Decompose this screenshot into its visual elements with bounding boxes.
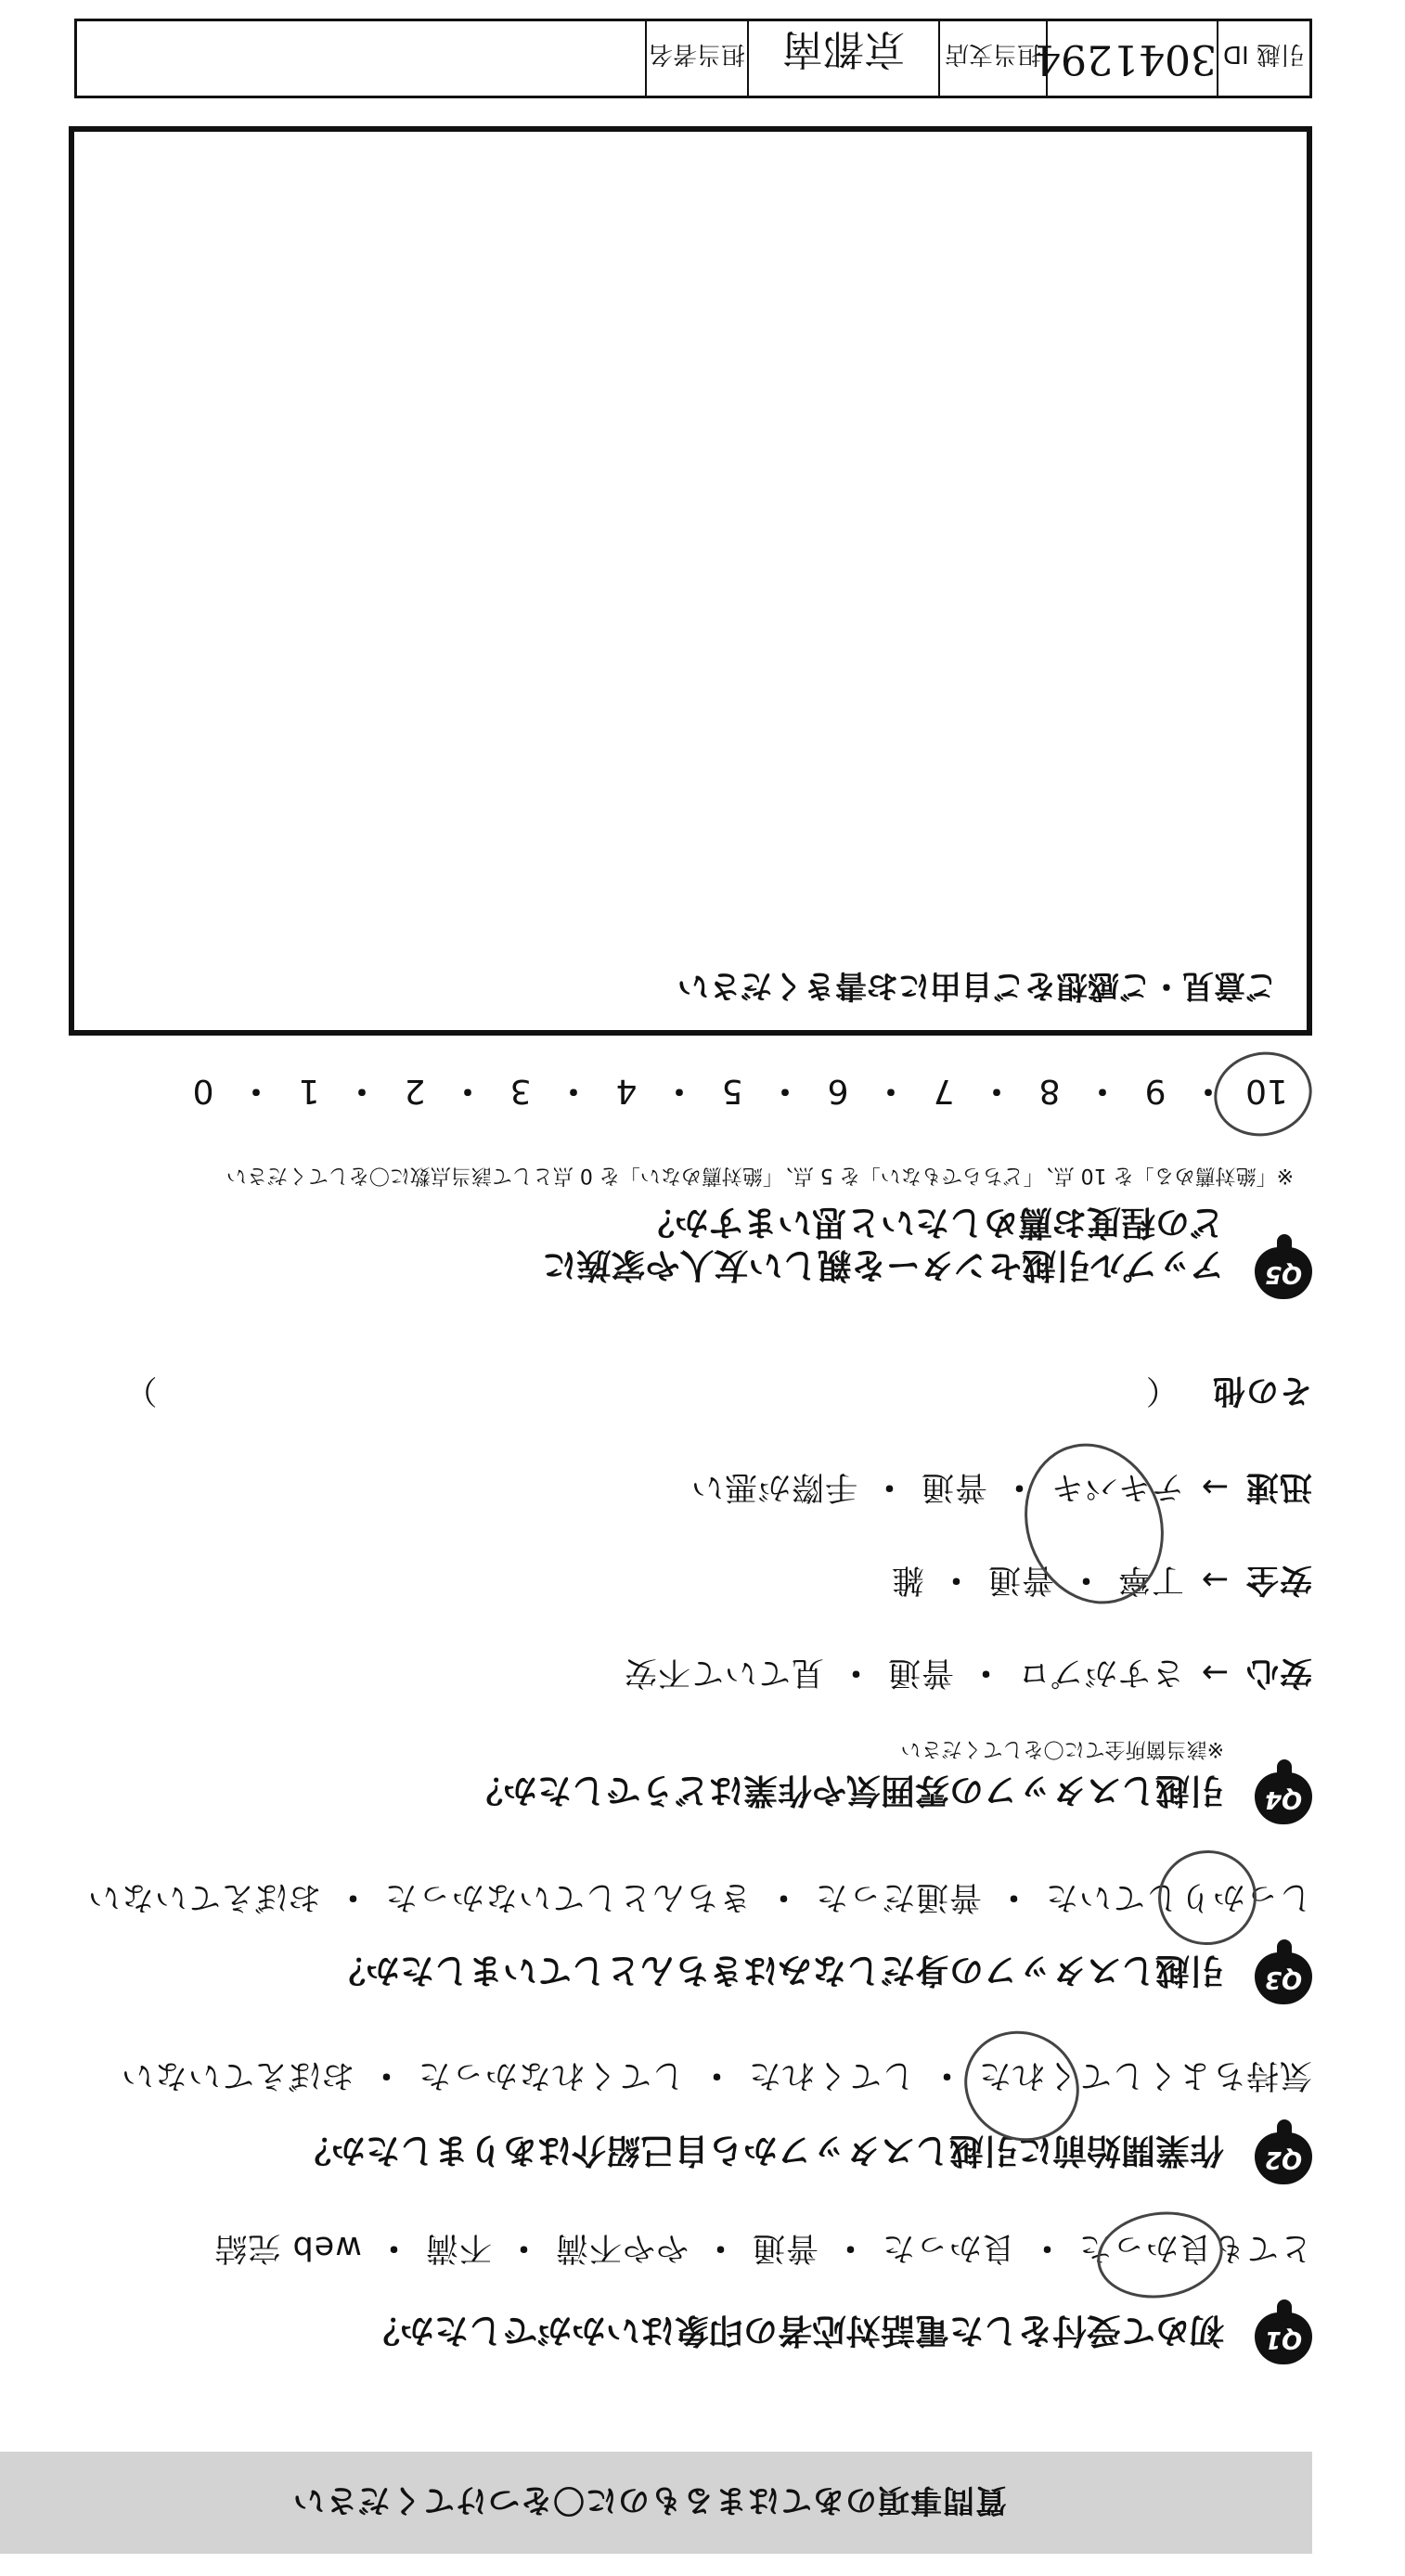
score-10[interactable]: 10	[1245, 1072, 1288, 1110]
score-1[interactable]: 1	[298, 1072, 320, 1110]
q4-option[interactable]: 普通	[920, 1468, 987, 1505]
q1-badge: Q1	[1255, 2312, 1312, 2364]
score-4[interactable]: 4	[615, 1072, 638, 1110]
q4-row-anshin: 安心→さすがプロ・普通・見ていて不安	[623, 1654, 1312, 1691]
q5-selection-circle	[1206, 1043, 1320, 1145]
q2-option[interactable]: 気持ちよくしてくれた	[977, 2056, 1312, 2093]
q1-options: とても良かった・良かった・普通・やや不満・不満・web 完結	[213, 2229, 1312, 2266]
score-2[interactable]: 2	[404, 1072, 426, 1110]
q5-text-line1: アップル引越センターを親しい友人や家族に	[542, 1245, 1224, 1285]
score-7[interactable]: 7	[933, 1072, 955, 1110]
score-6[interactable]: 6	[827, 1072, 849, 1110]
q4-option[interactable]: 普通	[986, 1561, 1054, 1598]
q4-badge: Q4	[1255, 1772, 1312, 1824]
q3-option[interactable]: しっかりしていた	[1044, 1878, 1312, 1915]
q5-text-line2: どの程度お薦めしたいと思いますか？	[640, 1203, 1224, 1243]
q4-option[interactable]: さすがプロ	[1016, 1654, 1184, 1691]
instructions-header	[0, 2452, 1312, 2554]
staff-label-cell: 担当者名	[645, 21, 747, 96]
q4-option[interactable]: 丁寧	[1116, 1561, 1184, 1598]
q3-selection-circle	[1151, 1843, 1264, 1953]
q2-option[interactable]: おぼえていない	[120, 2056, 354, 2093]
q3-badge: Q3	[1255, 1952, 1312, 2004]
q4-row-anzen: 安全→丁寧・普通・雑	[890, 1561, 1312, 1598]
q1-option[interactable]: とても良かった	[1077, 2229, 1312, 2266]
q3-option[interactable]: 普通だった	[814, 1878, 982, 1915]
q4-row-jinsoku: 迅速→テキパキ・普通・手際が悪い	[690, 1468, 1312, 1505]
q2-options: 気持ちよくしてくれた・してくれた・してくれなかった・おぼえていない	[120, 2056, 1312, 2093]
q1-option[interactable]: 良かった	[881, 2229, 1015, 2266]
q4-option[interactable]: 手際が悪い	[690, 1468, 857, 1505]
staff-value-cell[interactable]	[77, 21, 645, 96]
q4-option[interactable]: 雑	[890, 1561, 924, 1598]
branch-label-cell: 担当支店	[938, 21, 1046, 96]
comment-box[interactable]	[69, 126, 1312, 1036]
q5-note: ※「絶対薦める」を 10 点、「どちらでもない」を 5 点、「絶対薦めない」を 0 点として該当点数に〇をしてください	[226, 1164, 1294, 1187]
q4-text: 引越しスタッフの雰囲気や作業はどうでしたか？	[469, 1771, 1224, 1810]
q4-option[interactable]: テキパキ	[1050, 1468, 1184, 1505]
score-8[interactable]: 8	[1038, 1072, 1061, 1110]
q1-option[interactable]: やや不満	[554, 2229, 689, 2266]
q3-options: しっかりしていた・普通だった・きちんとしていなかった・おぼえていない	[86, 1878, 1312, 1915]
q4-other: その他 （ ）	[123, 1372, 1312, 1409]
score-9[interactable]: 9	[1144, 1072, 1167, 1110]
score-3[interactable]: 3	[509, 1072, 532, 1110]
q2-text: 作業開始前に引越しスタッフから自己紹介はありましたか？	[297, 2131, 1224, 2170]
id-table	[74, 19, 1312, 98]
q5-score-scale: 10・9・8・7・6・5・4・3・2・1・0	[182, 1070, 1294, 1117]
score-5[interactable]: 5	[721, 1072, 743, 1110]
q3-text: 引越しスタッフの身だしなみはきちんとしていましたか？	[331, 1951, 1224, 1990]
id-value-cell: 3041294	[1046, 21, 1217, 96]
q1-selection-circle	[1091, 2204, 1228, 2306]
score-0[interactable]: 0	[192, 1072, 214, 1110]
comment-title: ご意見・ご感想をご自由にお書きください	[677, 967, 1277, 1004]
q2-badge: Q2	[1255, 2132, 1312, 2184]
q1-text: 初めて受付をした電話対応者の印象はいかがでしたか？	[366, 2311, 1224, 2351]
q1-option[interactable]: 普通	[751, 2229, 819, 2266]
q2-option[interactable]: してくれた	[747, 2056, 915, 2093]
q3-option[interactable]: おぼえていない	[86, 1878, 321, 1915]
q4-note: ※該当箇所全てに〇をしてください	[900, 1737, 1224, 1760]
branch-value-cell: 京都南	[747, 21, 938, 96]
q4-option[interactable]: 見ていて不安	[623, 1654, 824, 1691]
id-label-cell: 引越 ID	[1217, 21, 1309, 96]
q3-option[interactable]: きちんとしていなかった	[383, 1878, 752, 1915]
instructions-text: 質問事項のあてはまるものに〇をつけてください	[292, 2481, 1007, 2518]
q1-option[interactable]: 不満	[424, 2229, 492, 2266]
q4-option[interactable]: 普通	[886, 1654, 954, 1691]
q1-option[interactable]: web 完結	[213, 2229, 362, 2266]
q5-badge: Q5	[1255, 1247, 1312, 1299]
q2-option[interactable]: してくれなかった	[417, 2056, 685, 2093]
